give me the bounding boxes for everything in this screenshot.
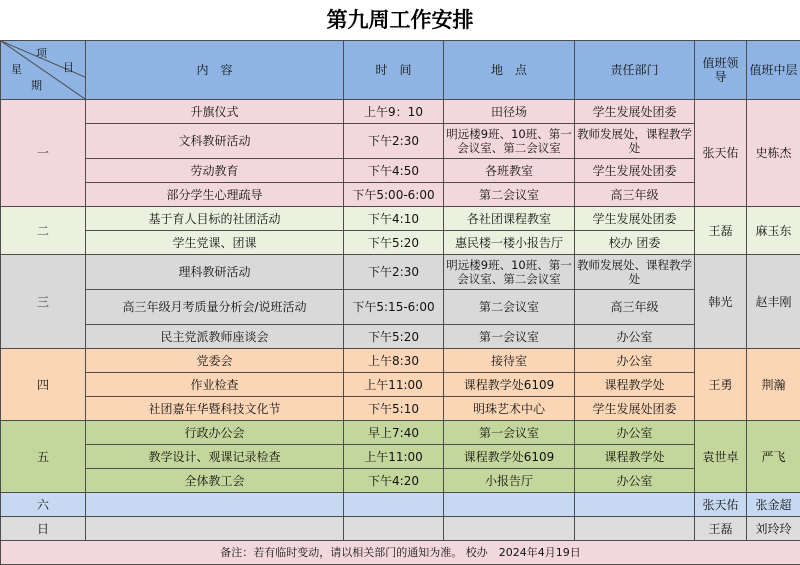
place-cell: 各社团课程教室: [444, 207, 575, 231]
header-content: 内 容: [86, 41, 344, 100]
middle-cell: 赵丰刚: [747, 255, 800, 349]
place-cell: 惠民楼一楼小报告厅: [444, 231, 575, 255]
table-row: [1, 325, 800, 349]
content-cell: 全体教工会: [86, 469, 344, 493]
place-cell: 小报告厅: [444, 469, 575, 493]
day-cell: 三: [1, 255, 86, 349]
content-cell: 高三年级月考质量分析会/说班活动: [86, 290, 344, 325]
table-row: [1, 183, 800, 207]
dept-cell: 课程教学处: [575, 373, 695, 397]
leader-cell: 王勇: [695, 349, 747, 421]
table-row: [1, 469, 800, 493]
time-cell: 下午5:20: [344, 231, 444, 255]
header-leader: 值班领导: [695, 41, 747, 100]
dept-cell: 教师发展处、课程教学处: [575, 255, 695, 290]
time-cell: 下午4:20: [344, 469, 444, 493]
place-cell: 明珠艺术中心: [444, 397, 575, 421]
time-cell: [344, 517, 444, 541]
table-row: [1, 290, 800, 325]
dept-cell: 课程教学处: [575, 445, 695, 469]
page-title: 第九周工作安排: [0, 0, 800, 40]
place-cell: [444, 493, 575, 517]
time-cell: 早上7:40: [344, 421, 444, 445]
place-cell: 第一会议室: [444, 325, 575, 349]
place-cell: 接待室: [444, 349, 575, 373]
corner-day-label-2: 期: [31, 79, 42, 93]
dept-cell: [575, 493, 695, 517]
day-cell: 六: [1, 493, 86, 517]
corner-item-label: 项: [36, 47, 47, 61]
time-cell: 下午2:30: [344, 124, 444, 159]
header-row: [1, 41, 800, 100]
content-cell: 作业检查: [86, 373, 344, 397]
time-cell: 下午5:20: [344, 325, 444, 349]
place-cell: 田径场: [444, 100, 575, 124]
table-row: [1, 207, 800, 231]
table-row: [1, 349, 800, 373]
table-row: [1, 445, 800, 469]
day-cell: 五: [1, 421, 86, 493]
time-cell: 下午5:10: [344, 397, 444, 421]
place-cell: 第二会议室: [444, 183, 575, 207]
table-row: [1, 421, 800, 445]
time-cell: 下午4:10: [344, 207, 444, 231]
time-cell: [344, 493, 444, 517]
content-cell: 基于育人目标的社团活动: [86, 207, 344, 231]
place-cell: 第一会议室: [444, 421, 575, 445]
table-row: [1, 493, 800, 517]
footer-row: [1, 541, 800, 565]
middle-cell: 刘玲玲: [747, 517, 800, 541]
content-cell: 党委会: [86, 349, 344, 373]
time-cell: 上午8:30: [344, 349, 444, 373]
header-place: 地 点: [444, 41, 575, 100]
place-cell: [444, 517, 575, 541]
content-cell: 文科教研活动: [86, 124, 344, 159]
middle-cell: 荆瀚: [747, 349, 800, 421]
dept-cell: 学生发展处团委: [575, 100, 695, 124]
table-row: [1, 159, 800, 183]
dept-cell: [575, 517, 695, 541]
content-cell: [86, 493, 344, 517]
content-cell: 劳动教育: [86, 159, 344, 183]
time-cell: 下午2:30: [344, 255, 444, 290]
header-time: 时 间: [344, 41, 444, 100]
content-cell: 学生党课、团课: [86, 231, 344, 255]
time-cell: 下午5:15-6:00: [344, 290, 444, 325]
time-cell: 下午4:50: [344, 159, 444, 183]
leader-cell: 张天佑: [695, 100, 747, 207]
table-row: [1, 373, 800, 397]
table-row: [1, 517, 800, 541]
place-cell: 课程教学处6109: [444, 445, 575, 469]
leader-cell: 袁世卓: [695, 421, 747, 493]
dept-cell: 办公室: [575, 349, 695, 373]
place-cell: 明远楼9班、10班、第一会议室、第二会议室: [444, 124, 575, 159]
corner-item-label-2: 目: [63, 61, 74, 75]
table-row: [1, 100, 800, 124]
day-cell: 四: [1, 349, 86, 421]
time-cell: 上午9：10: [344, 100, 444, 124]
place-cell: 各班教室: [444, 159, 575, 183]
place-cell: 课程教学处6109: [444, 373, 575, 397]
footer-note: 备注：若有临时变动，请以相关部门的通知为准。 校办 2024年4月19日: [1, 541, 800, 565]
middle-cell: 张金超: [747, 493, 800, 517]
time-cell: 上午11:00: [344, 445, 444, 469]
table-row: [1, 397, 800, 421]
place-cell: 明远楼9班、10班、第一会议室、第二会议室: [444, 255, 575, 290]
middle-cell: 史栋杰: [747, 100, 800, 207]
leader-cell: 王磊: [695, 207, 747, 255]
header-dept: 责任部门: [575, 41, 695, 100]
day-cell: 二: [1, 207, 86, 255]
dept-cell: 校办 团委: [575, 231, 695, 255]
content-cell: 行政办公会: [86, 421, 344, 445]
day-cell: 一: [1, 100, 86, 207]
leader-cell: 韩光: [695, 255, 747, 349]
table-row: [1, 231, 800, 255]
dept-cell: 教师发展处，课程教学处: [575, 124, 695, 159]
dept-cell: 办公室: [575, 325, 695, 349]
place-cell: 第二会议室: [444, 290, 575, 325]
table-row: [1, 255, 800, 290]
leader-cell: 张天佑: [695, 493, 747, 517]
corner-day-label: 星: [11, 63, 22, 77]
time-cell: 下午5:00-6:00: [344, 183, 444, 207]
content-cell: 社团嘉年华暨科技文化节: [86, 397, 344, 421]
content-cell: [86, 517, 344, 541]
dept-cell: 高三年级: [575, 183, 695, 207]
dept-cell: 办公室: [575, 421, 695, 445]
dept-cell: 高三年级: [575, 290, 695, 325]
day-cell: 日: [1, 517, 86, 541]
dept-cell: 学生发展处团委: [575, 207, 695, 231]
content-cell: 升旗仪式: [86, 100, 344, 124]
middle-cell: 严飞: [747, 421, 800, 493]
middle-cell: 麻玉东: [747, 207, 800, 255]
header-middle: 值班中层: [747, 41, 800, 100]
dept-cell: 学生发展处团委: [575, 159, 695, 183]
content-cell: 教学设计、观课记录检查: [86, 445, 344, 469]
header-corner-cell: [1, 41, 86, 100]
content-cell: 民主党派教师座谈会: [86, 325, 344, 349]
table-row: [1, 124, 800, 159]
time-cell: 上午11:00: [344, 373, 444, 397]
dept-cell: 学生发展处团委: [575, 397, 695, 421]
leader-cell: 王磊: [695, 517, 747, 541]
content-cell: 理科教研活动: [86, 255, 344, 290]
schedule-table: [0, 40, 800, 565]
content-cell: 部分学生心理疏导: [86, 183, 344, 207]
dept-cell: 办公室: [575, 469, 695, 493]
